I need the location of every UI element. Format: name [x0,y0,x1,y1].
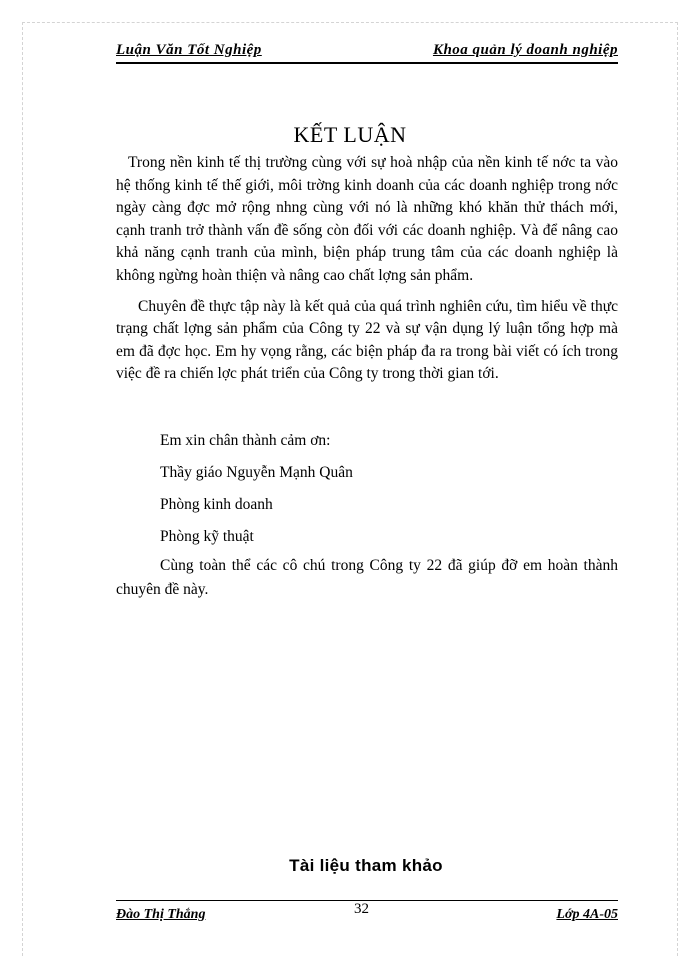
thanks-intro: Em xin chân thành cảm ơn: [160,432,331,449]
section-title: KẾT LUẬN [293,122,407,147]
footer-class: Lớp 4A-05 [556,907,618,922]
footer-author: Đào Thị Thắng [116,907,206,922]
thanks-dept-technical: Phòng kỹ thuật [160,528,254,545]
references-heading: Tài liệu tham khảo [289,856,443,875]
header-thesis-label: Luận Văn Tốt Nghiệp [116,42,262,58]
page-number: 32 [354,901,369,917]
paragraph-1: Trong nền kinh tế thị trường cùng với sự hoà nhập của nền kinh tế nớc ta vào hệ thống kinh tế thế giới, môi trờng kinh doanh của các doanh nghiệp trong nớc ngày càng đợc mở rộng nhng cùng với nó là những khó khăn thử thách mới, cạnh tranh trở thành vấn đề sống còn đối với các doanh nghiệp. Và để nâng cao khả năng cạnh tranh của mình, biện pháp trung tâm của các doanh nghiệp là không ngừng hoàn thiện và nâng cao chất lợng sản phẩm. [116,154,618,284]
thanks-teacher: Thầy giáo Nguyễn Mạnh Quân [160,464,353,481]
conclusion-body [116,152,618,386]
page-footer [116,900,618,921]
paragraph-2: Chuyên đề thực tập này là kết quả của quá trình nghiên cứu, tìm hiểu về thực trạng chất lợng sản phẩm của Công ty 22 và sự vận dụng lý luận tổng hợp mà em đã đợc học. Em hy vọng rằng, các biện pháp đa ra trong bài viết có ích trong việc đề ra chiến lợc phát triển của Công ty trong thời gian tới. [116,297,618,383]
page-header [116,42,618,64]
closing-paragraph: Cùng toàn thể các cô chú trong Công ty 22 đã giúp đỡ em hoàn thành chuyên đề này. [116,557,618,598]
thanks-dept-business: Phòng kinh doanh [160,496,273,513]
header-faculty-label: Khoa quản lý doanh nghiệp [432,42,618,58]
